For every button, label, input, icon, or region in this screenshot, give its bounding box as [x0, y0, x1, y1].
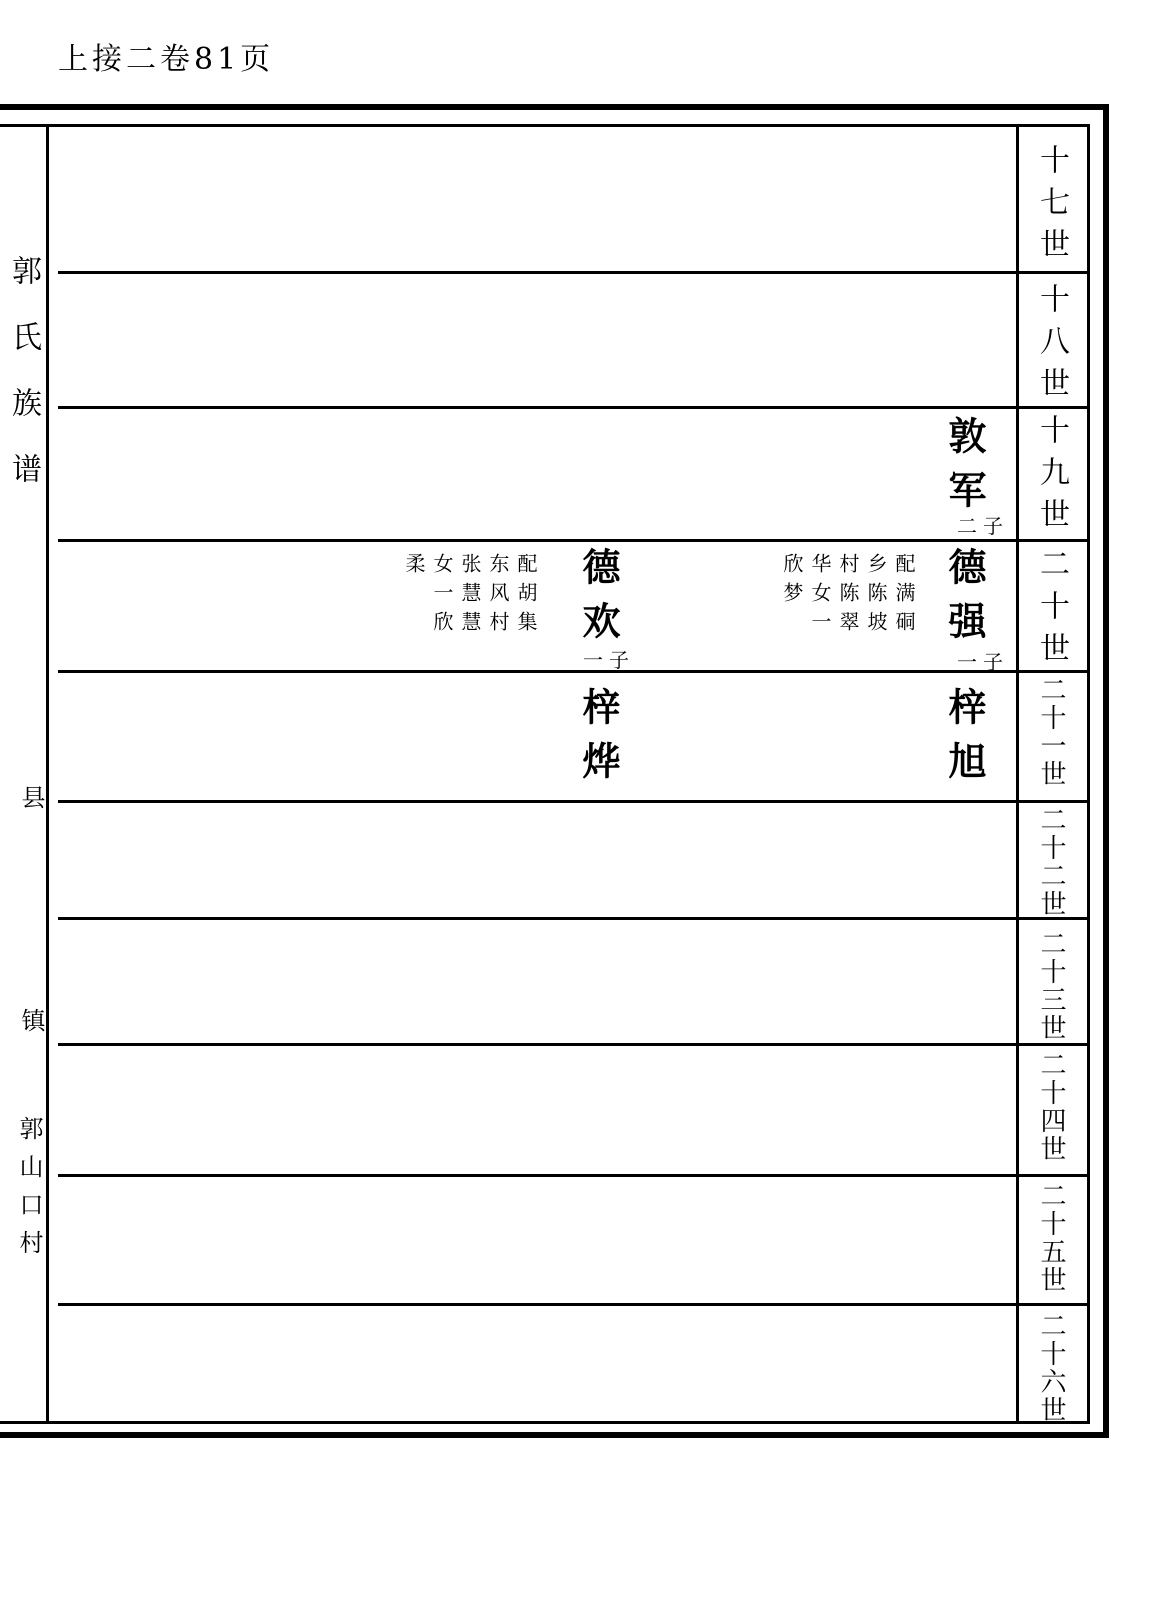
person-name: 敦军	[942, 416, 987, 524]
inner-frame	[46, 124, 1090, 1424]
generation-label: 二十二世	[1036, 806, 1066, 918]
note-column: 乡陈坡	[864, 553, 888, 640]
side-bottom-rule	[0, 1421, 46, 1424]
note-column: 配胡集	[514, 553, 538, 640]
note-column: 华女一	[808, 553, 832, 640]
note-column: 柔	[402, 553, 426, 582]
book-title: 郭氏族谱	[6, 255, 41, 519]
generation-label: 二十世	[1034, 548, 1069, 674]
generation-label: 二十六世	[1036, 1312, 1066, 1424]
spouse-note	[782, 553, 914, 640]
county-label: 县	[17, 785, 45, 809]
person-name: 梓旭	[942, 687, 987, 795]
generation-label: 十七世	[1034, 144, 1069, 270]
note-column: 欣梦	[780, 553, 804, 611]
note-column: 张慧慧	[458, 553, 482, 640]
note-column: 配满硐	[892, 553, 916, 640]
generation-label: 二十三世	[1036, 930, 1066, 1042]
son-count: 一子	[957, 650, 1009, 674]
person-name: 梓烨	[576, 687, 621, 795]
spouse-note	[404, 553, 536, 640]
son-count: 一子	[583, 648, 635, 672]
row-divider	[58, 670, 1090, 673]
side-top-rule	[0, 124, 46, 127]
row-divider	[58, 1303, 1090, 1306]
row-divider	[58, 800, 1090, 803]
person-name: 德欢	[576, 547, 621, 655]
generation-label: 二十五世	[1036, 1182, 1066, 1294]
generation-label: 十九世	[1034, 414, 1069, 540]
row-divider	[58, 1174, 1090, 1177]
row-divider	[58, 406, 1090, 409]
note-column: 东风村	[486, 553, 510, 640]
generation-label: 二十四世	[1036, 1051, 1066, 1163]
row-divider	[58, 271, 1090, 274]
note-column: 女一欣	[430, 553, 454, 640]
generation-label: 十八世	[1034, 283, 1069, 409]
town-label: 镇	[17, 1008, 45, 1032]
generation-label: 二十一世	[1036, 676, 1066, 788]
row-divider	[58, 917, 1090, 920]
generation-column-divider	[1016, 124, 1019, 1424]
village-label: 郭山口村	[15, 1116, 43, 1268]
row-divider	[58, 539, 1090, 542]
son-count: 二子	[957, 514, 1009, 538]
row-divider	[58, 1043, 1090, 1046]
note-column: 村陈翠	[836, 553, 860, 640]
continuation-note: 上接二卷81页	[58, 42, 275, 77]
person-name: 德强	[942, 547, 987, 655]
